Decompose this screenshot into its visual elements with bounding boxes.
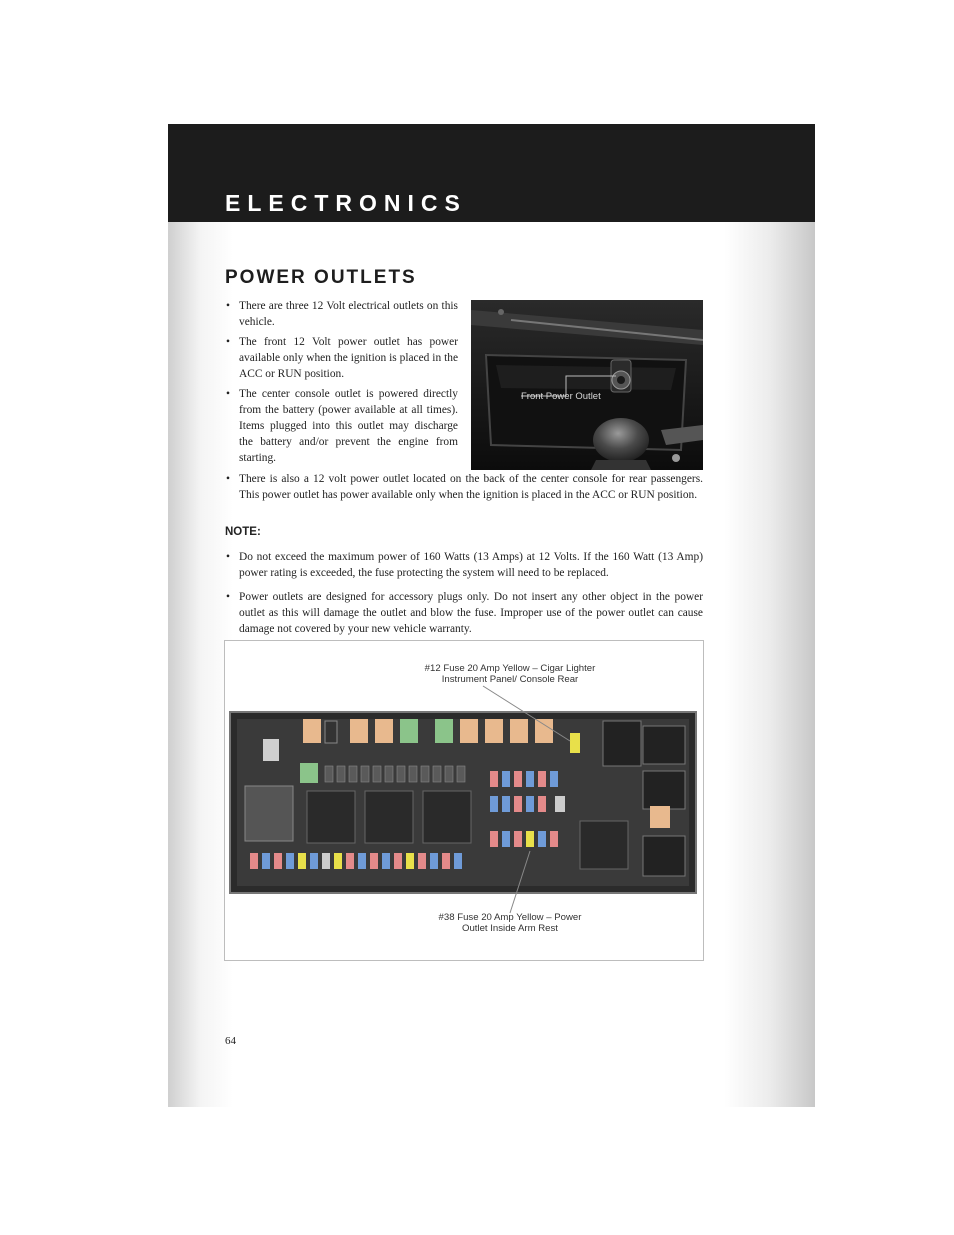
note-item-accessory-plugs: • Power outlets are designed for accessory plugs only. Do not insert any other object in the power outlet as this will damage the outlet and blow the fuse. Improper use of the power outlet can cause damage not covered by your new vehicle warranty. [225, 589, 703, 637]
bullet-outlet-count: • There are three 12 Volt electrical outlets on this vehicle. [225, 298, 458, 330]
fuse-12-caption-line2: Instrument Panel/ Console Rear [441, 674, 579, 685]
bullet-front-outlet: • The front 12 Volt power outlet has power available only when the ignition is placed in the ACC or RUN position. [225, 334, 458, 382]
note-item-max-power: • Do not exceed the maximum power of 160 Watts (13 Amps) at 12 Volts. If the 160 Watt (13 Amp) power rating is exceeded, the fuse protecting the system will need to be replaced. [225, 549, 703, 581]
photo-caption: Front Power Outlet [521, 391, 601, 402]
bullet-rear-outlet [225, 471, 703, 503]
fuse-12-caption-line1: #12 Fuse 20 Amp Yellow – Cigar Lighter [424, 663, 596, 674]
console-photo-art [471, 300, 703, 470]
chapter-title: ELECTRONICS [225, 190, 467, 216]
fuse-38-caption [375, 912, 645, 934]
section-title: POWER OUTLETS [225, 267, 417, 288]
fuse-box-figure [224, 640, 704, 961]
fuse-38-caption-line1: #38 Fuse 20 Amp Yellow – Power [438, 912, 582, 923]
manual-page [168, 124, 815, 1107]
bullet-rear-outlet-text: There is also a 12 volt power outlet located on the back of the center console for rear passengers. This power outlet has power available only when the ignition is placed in the ACC or RUN position. [239, 473, 703, 501]
bullet-console-outlet: • The center console outlet is powered directly from the battery (power available at all times). Items plugged into this outlet may discharge the battery and/or prevent the engine from starting. [225, 386, 458, 466]
front-power-outlet-photo [471, 300, 703, 470]
chapter-header [168, 124, 815, 222]
note-label: NOTE: [225, 526, 261, 538]
fuse-38-caption-line2: Outlet Inside Arm Rest [462, 923, 558, 934]
page-number: 64 [225, 1035, 236, 1047]
